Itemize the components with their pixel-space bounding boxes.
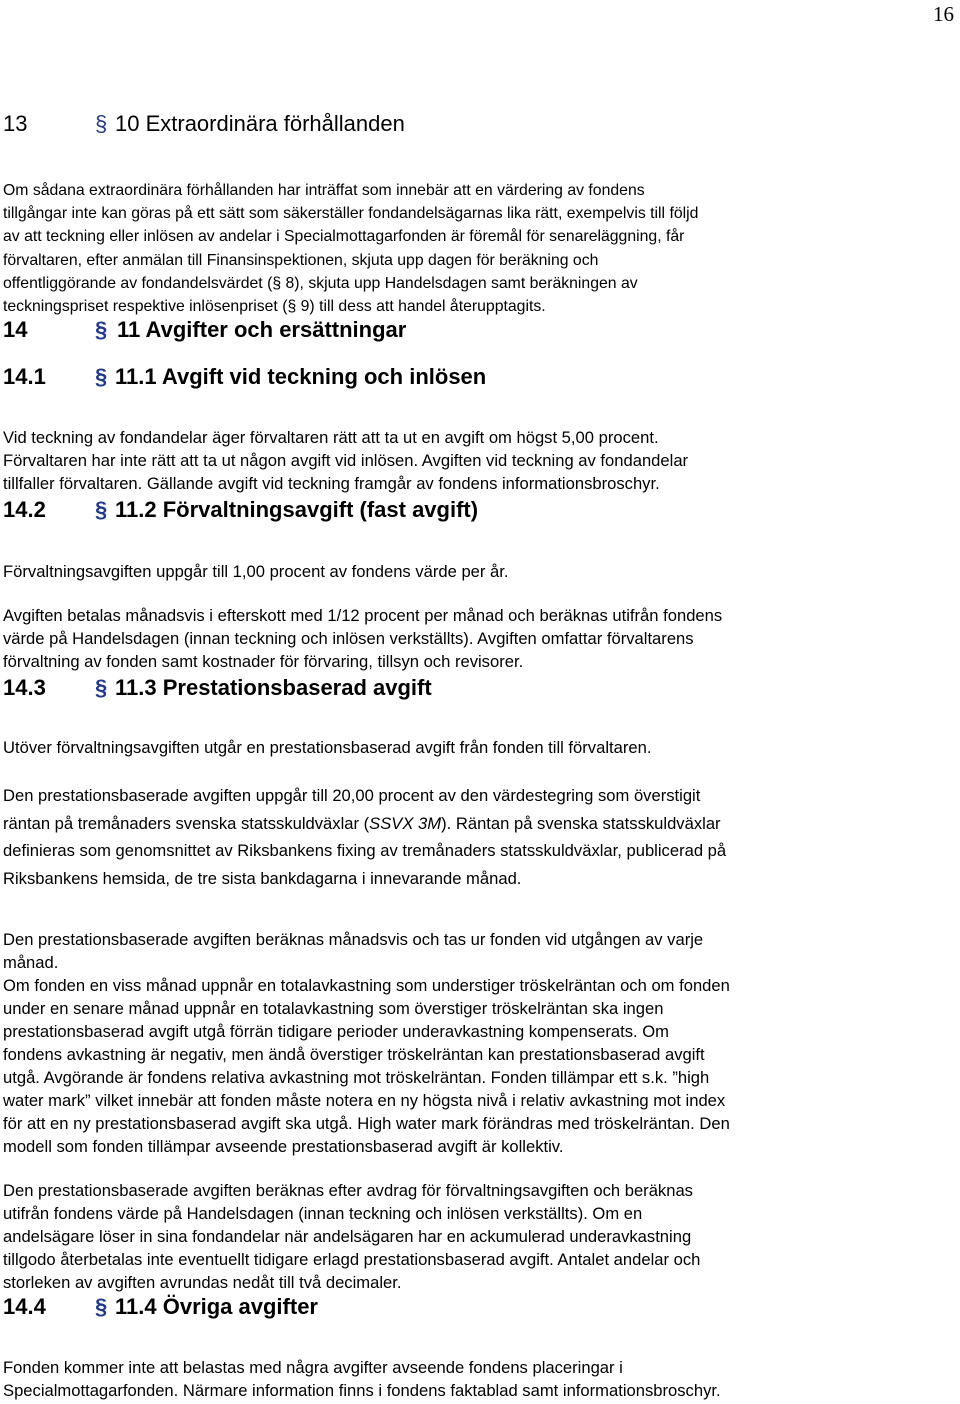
text-line: tillgångar inte kan göras på ett sätt som säkerställer fondandelsägarnas lika rätt, exempelvis till följd (3, 205, 699, 223)
text-line: Om fonden en viss månad uppnår en totalavkastning som understiger tröskelräntan och om fonden (3, 975, 730, 995)
page-number: 16 (933, 2, 954, 26)
text-line: Den prestationsbaserade avgiften uppgår till 20,00 procent av den värdestegring som överstigit (3, 786, 701, 805)
heading-title: 11.1 Avgift vid teckning och inlösen (115, 364, 487, 389)
text-line: offentliggörande av fondandelsvärdet (§ 8), skjuta upp Handelsdagen samt beräkningen av (3, 274, 638, 292)
text-line: tillfaller förvaltaren. Gällande avgift vid teckning framgår av fondens informationsbroschyr. (3, 473, 660, 493)
heading-number: 14.2 (3, 497, 46, 522)
section-heading-14-1 (3, 364, 486, 390)
section-heading-14-3 (3, 675, 432, 701)
text-segment: ). Räntan på svenska statsskuldväxlar (441, 813, 721, 833)
text-line: värde på Handelsdagen (innan teckning och inlösen verkställts). Avgiften omfattar förvaltarens (3, 628, 694, 648)
text-line: utgå. Avgörande är fondens relativa avkastning mot tröskelräntan. Fonden tillämpar ett s.k. ”high (3, 1067, 710, 1087)
section-sign-icon: § (95, 497, 108, 522)
text-line: prestationsbaserad avgift utgå förrän tidigare perioder underavkastning kompenserats. Om (3, 1021, 669, 1041)
section-sign-icon: § (95, 317, 108, 342)
text-line: Utöver förvaltningsavgiften utgår en prestationsbaserad avgift från fonden till förvaltaren. (3, 738, 652, 757)
paragraph-performance-fee-intro (3, 737, 651, 760)
section-heading-14 (3, 317, 406, 343)
paragraph-performance-fee-calc (3, 929, 730, 1159)
heading-title: 11 Avgifter och ersättningar (117, 317, 407, 342)
paragraph-management-fee (3, 561, 509, 584)
text-line: månad. (3, 952, 59, 972)
heading-title: 10 Extraordinära förhållanden (115, 111, 405, 136)
heading-number: 14.3 (3, 675, 46, 700)
text-line: Förvaltaren har inte rätt att ta ut någon avgift vid inlösen. Avgiften vid teckning av fondandelar (3, 450, 689, 470)
text-line: modell som fonden tillämpar avseende prestationsbaserad avgift är kollektiv. (3, 1136, 564, 1156)
text-line: Den prestationsbaserade avgiften beräknas efter avdrag för förvaltningsavgiften och beräknas (3, 1181, 693, 1200)
text-line: under en senare månad uppnår en totalavkastning som överstiger tröskelräntan ska ingen (3, 998, 664, 1018)
text-line: storleken av avgiften avrundas nedåt till två decimaler. (3, 1272, 402, 1292)
text-line: Fonden kommer inte att belastas med några avgifter avseende fondens placeringar i (3, 1358, 623, 1377)
text-line: Specialmottagarfonden. Närmare information finns i fondens faktablad samt informationsbroschyr. (3, 1380, 721, 1400)
text-line: Den prestationsbaserade avgiften beräknas månadsvis och tas ur fonden vid utgången av varje (3, 930, 704, 949)
text-line: Avgiften betalas månadsvis i efterskott med 1/12 procent per månad och beräknas utifrån fondens (3, 606, 723, 625)
text-line: fondens avkastning är negativ, men ändå överstiger tröskelräntan kan prestationsbaserad avgift (3, 1044, 705, 1064)
text-line: av att teckning eller inlösen av andelar i Specialmottagarfonden är föremål för senareläggning, får (3, 228, 685, 246)
text-line (3, 810, 726, 838)
section-sign-icon: § (95, 675, 108, 700)
section-sign-icon: § (95, 111, 108, 136)
section-heading-13 (3, 111, 405, 137)
text-line: Om sådana extraordinära förhållanden har inträffat som innebär att en värdering av fondens (3, 182, 645, 199)
heading-number: 14.1 (3, 364, 46, 389)
text-line: teckningspriset respektive inlösenpriset (§ 9) till dess att handel återupptagits. (3, 298, 546, 316)
paragraph-performance-fee-deduction (3, 1180, 700, 1295)
text-line: förvaltaren, efter anmälan till Finansinspektionen, skjuta upp dagen för beräkning och (3, 251, 599, 269)
section-sign-icon: § (95, 364, 108, 389)
text-line: utifrån fondens värde på Handelsdagen (innan teckning och inlösen verkställts). Om en (3, 1203, 643, 1223)
text-line: förvaltning av fonden samt kostnader för förvaring, tillsyn och revisorer. (3, 651, 524, 671)
heading-number: 14 (3, 317, 28, 342)
paragraph-extraordinary (3, 179, 698, 318)
text-line: Riksbankens hemsida, de tre sista bankdagarna i innevarande månad. (3, 868, 522, 888)
heading-title: 11.3 Prestationsbaserad avgift (115, 675, 432, 700)
text-line: definieras som genomsnittet av Riksbankens fixing av tremånaders statsskuldväxlar, publicerad på (3, 841, 727, 860)
heading-number: 13 (3, 111, 28, 136)
paragraph-subscription-fee (3, 427, 688, 496)
text-line: för att en ny prestationsbaserad avgift ska utgå. High water mark förändras med tröskelräntan. Den (3, 1113, 730, 1133)
text-line: andelsägare löser in sina fondandelar när andelsägaren har en ackumulerad underavkastning (3, 1226, 692, 1246)
section-heading-14-2 (3, 497, 478, 523)
text-line: Vid teckning av fondandelar äger förvaltaren rätt att ta ut en avgift om högst 5,00 procent. (3, 428, 659, 447)
text-line: Förvaltningsavgiften uppgår till 1,00 procent av fondens värde per år. (3, 562, 509, 581)
heading-title: 11.2 Förvaltningsavgift (fast avgift) (115, 497, 479, 522)
ssvx-term: SSVX 3M (369, 813, 442, 833)
section-heading-14-4 (3, 1294, 318, 1320)
paragraph-fee-payment (3, 605, 722, 674)
paragraph-performance-fee-rate (3, 782, 726, 892)
paragraph-other-fees (3, 1357, 721, 1403)
text-line: water mark” vilket innebär att fonden måste notera en ny högsta nivå i relativ avkastning mot index (3, 1090, 726, 1110)
text-line: tillgodo återbetalas inte eventuellt tidigare erlagd prestationsbaserad avgift. Antalet andelar och (3, 1249, 701, 1269)
heading-number: 14.4 (3, 1294, 46, 1319)
section-sign-icon: § (95, 1294, 108, 1319)
text-segment: räntan på tremånaders svenska statsskuldväxlar ( (3, 813, 370, 833)
heading-title: 11.4 Övriga avgifter (115, 1294, 318, 1319)
